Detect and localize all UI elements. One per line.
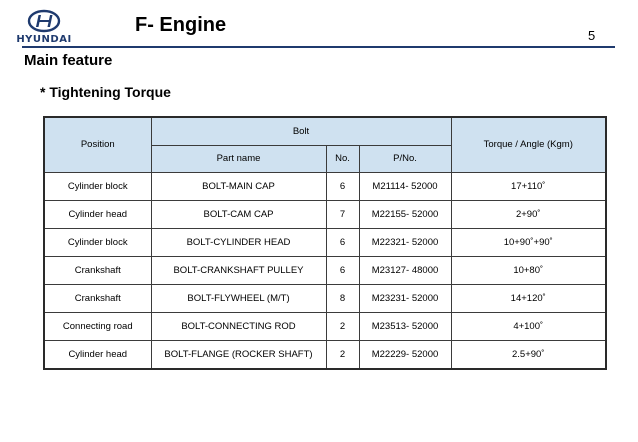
page-number: 5 [588,28,596,43]
cell-pno: M23513- 52000 [359,312,451,340]
cell-torque: 10+90˚+90˚ [451,228,606,256]
cell-no: 2 [326,341,359,369]
cell-pno: M22321- 52000 [359,228,451,256]
cell-pno: M23231- 52000 [359,284,451,312]
cell-no: 6 [326,256,359,284]
cell-torque: 2.5+90˚ [451,341,606,369]
cell-torque: 17+110˚ [451,172,606,200]
cell-no: 6 [326,228,359,256]
hyundai-logo-icon [6,8,82,44]
logo-wordmark: HYUNDAI [16,34,72,45]
table-row [44,341,606,369]
section-title: Main feature [24,52,113,69]
table-header-row [44,117,606,145]
table-row [44,312,606,340]
cell-position: Connecting road [44,312,151,340]
cell-part-name: BOLT-CRANKSHAFT PULLEY [151,256,326,284]
cell-torque: 2+90˚ [451,200,606,228]
cell-no: 2 [326,312,359,340]
table-row [44,228,606,256]
header-divider [22,46,615,48]
cell-pno: M21114- 52000 [359,172,451,200]
cell-torque: 10+80˚ [451,256,606,284]
cell-part-name: BOLT-CYLINDER HEAD [151,228,326,256]
cell-torque: 4+100˚ [451,312,606,340]
subsection-title: * Tightening Torque [40,84,171,100]
header-no: No. [326,145,359,172]
cell-position: Crankshaft [44,256,151,284]
cell-position: Cylinder block [44,172,151,200]
cell-no: 6 [326,172,359,200]
cell-pno: M23127- 48000 [359,256,451,284]
cell-position: Cylinder block [44,228,151,256]
cell-position: Cylinder head [44,200,151,228]
cell-part-name: BOLT-CONNECTING ROD [151,312,326,340]
torque-table [43,116,607,370]
cell-part-name: BOLT-CAM CAP [151,200,326,228]
header-part-name: Part name [151,145,326,172]
cell-torque: 14+120˚ [451,284,606,312]
page-title: F- Engine [135,14,227,36]
header-bolt: Bolt [151,117,451,145]
cell-pno: M22155- 52000 [359,200,451,228]
table-row [44,256,606,284]
table-row [44,172,606,200]
header-position: Position [44,117,151,172]
header-pno: P/No. [359,145,451,172]
cell-part-name: BOLT-MAIN CAP [151,172,326,200]
cell-pno: M22229- 52000 [359,341,451,369]
header-torque: Torque / Angle (Kgm) [451,117,606,172]
table-row [44,200,606,228]
table-row [44,284,606,312]
cell-position: Crankshaft [44,284,151,312]
cell-position: Cylinder head [44,341,151,369]
cell-no: 8 [326,284,359,312]
cell-no: 7 [326,200,359,228]
cell-part-name: BOLT-FLYWHEEL (M/T) [151,284,326,312]
cell-part-name: BOLT-FLANGE (ROCKER SHAFT) [151,341,326,369]
